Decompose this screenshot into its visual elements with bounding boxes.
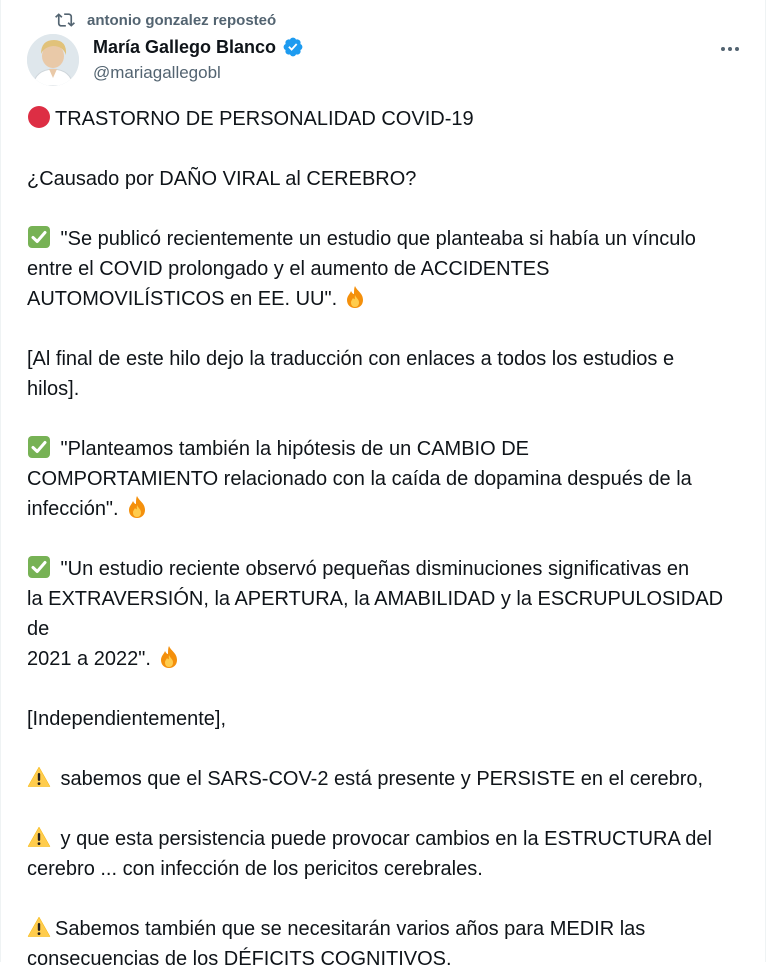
post-line: "Se publicó recientemente un estudio que planteaba si había un vínculo bbox=[55, 228, 696, 250]
post-paragraph bbox=[27, 104, 743, 134]
post-line: "Un estudio reciente observó pequeñas disminuciones significativas en bbox=[55, 558, 690, 580]
post-line: y que esta persistencia puede provocar cambios en la ESTRUCTURA del bbox=[55, 828, 712, 850]
post-line: [Independientemente], bbox=[27, 708, 227, 730]
post-line: cerebro ... con infección de los pericitos cerebrales. bbox=[27, 858, 483, 880]
more-options-icon bbox=[718, 37, 742, 61]
avatar[interactable] bbox=[27, 34, 79, 86]
post-line: COMPORTAMIENTO relacionado con la caída de dopamina después de la bbox=[27, 468, 692, 490]
post-line: Sabemos también que se necesitarán varios años para MEDIR las bbox=[55, 918, 646, 940]
more-options-button[interactable] bbox=[717, 36, 743, 62]
post-paragraph bbox=[27, 434, 743, 524]
post-paragraph bbox=[27, 914, 743, 974]
fire-icon bbox=[125, 495, 149, 519]
post-line: "Planteamos también la hipótesis de un CAMBIO DE bbox=[55, 438, 529, 460]
post-line: infección". bbox=[27, 498, 119, 520]
post-paragraph bbox=[27, 164, 743, 194]
post-line: [Al final de este hilo dejo la traducción con enlaces a todos los estudios e bbox=[27, 348, 675, 370]
warning-icon bbox=[27, 825, 51, 849]
post-line: sabemos que el SARS-COV-2 está presente y PERSISTE en el cerebro, bbox=[55, 768, 704, 790]
post-paragraph bbox=[27, 344, 743, 404]
post-line: hilos]. bbox=[27, 378, 80, 400]
repost-indicator bbox=[55, 10, 276, 30]
check-mark-icon bbox=[27, 435, 51, 459]
repost-icon bbox=[55, 10, 75, 30]
check-mark-icon bbox=[27, 555, 51, 579]
warning-icon bbox=[27, 915, 51, 939]
post-line: ¿Causado por DAÑO VIRAL al CEREBRO? bbox=[27, 168, 417, 190]
warning-icon bbox=[27, 765, 51, 789]
post-line: la EXTRAVERSIÓN, la APERTURA, la AMABILIDAD y la ESCRUPULOSIDAD de bbox=[27, 588, 724, 640]
red-circle-icon bbox=[27, 105, 51, 129]
post-paragraph bbox=[27, 554, 743, 674]
post-paragraph bbox=[27, 704, 743, 734]
post-line: consecuencias de los DÉFICITS COGNITIVOS. bbox=[27, 948, 452, 970]
fire-icon bbox=[343, 285, 367, 309]
post-line: TRASTORNO DE PERSONALIDAD COVID-19 bbox=[55, 108, 474, 130]
verified-badge-icon bbox=[282, 36, 304, 58]
post-paragraph bbox=[27, 764, 743, 794]
post-line: entre el COVID prolongado y el aumento de ACCIDENTES bbox=[27, 258, 550, 280]
fire-icon bbox=[157, 645, 181, 669]
post-paragraph bbox=[27, 224, 743, 314]
author-handle[interactable]: @mariagallegobl bbox=[93, 63, 221, 82]
post-paragraph bbox=[27, 824, 743, 884]
check-mark-icon bbox=[27, 225, 51, 249]
author-name[interactable]: María Gallego Blanco bbox=[93, 36, 277, 57]
post-line: 2021 a 2022". bbox=[27, 648, 151, 670]
author-name-row[interactable] bbox=[93, 36, 304, 58]
post-text bbox=[27, 104, 743, 974]
repost-text[interactable]: antonio gonzalez reposteó bbox=[87, 11, 277, 29]
post-line: AUTOMOVILÍSTICOS en EE. UU". bbox=[27, 288, 338, 310]
